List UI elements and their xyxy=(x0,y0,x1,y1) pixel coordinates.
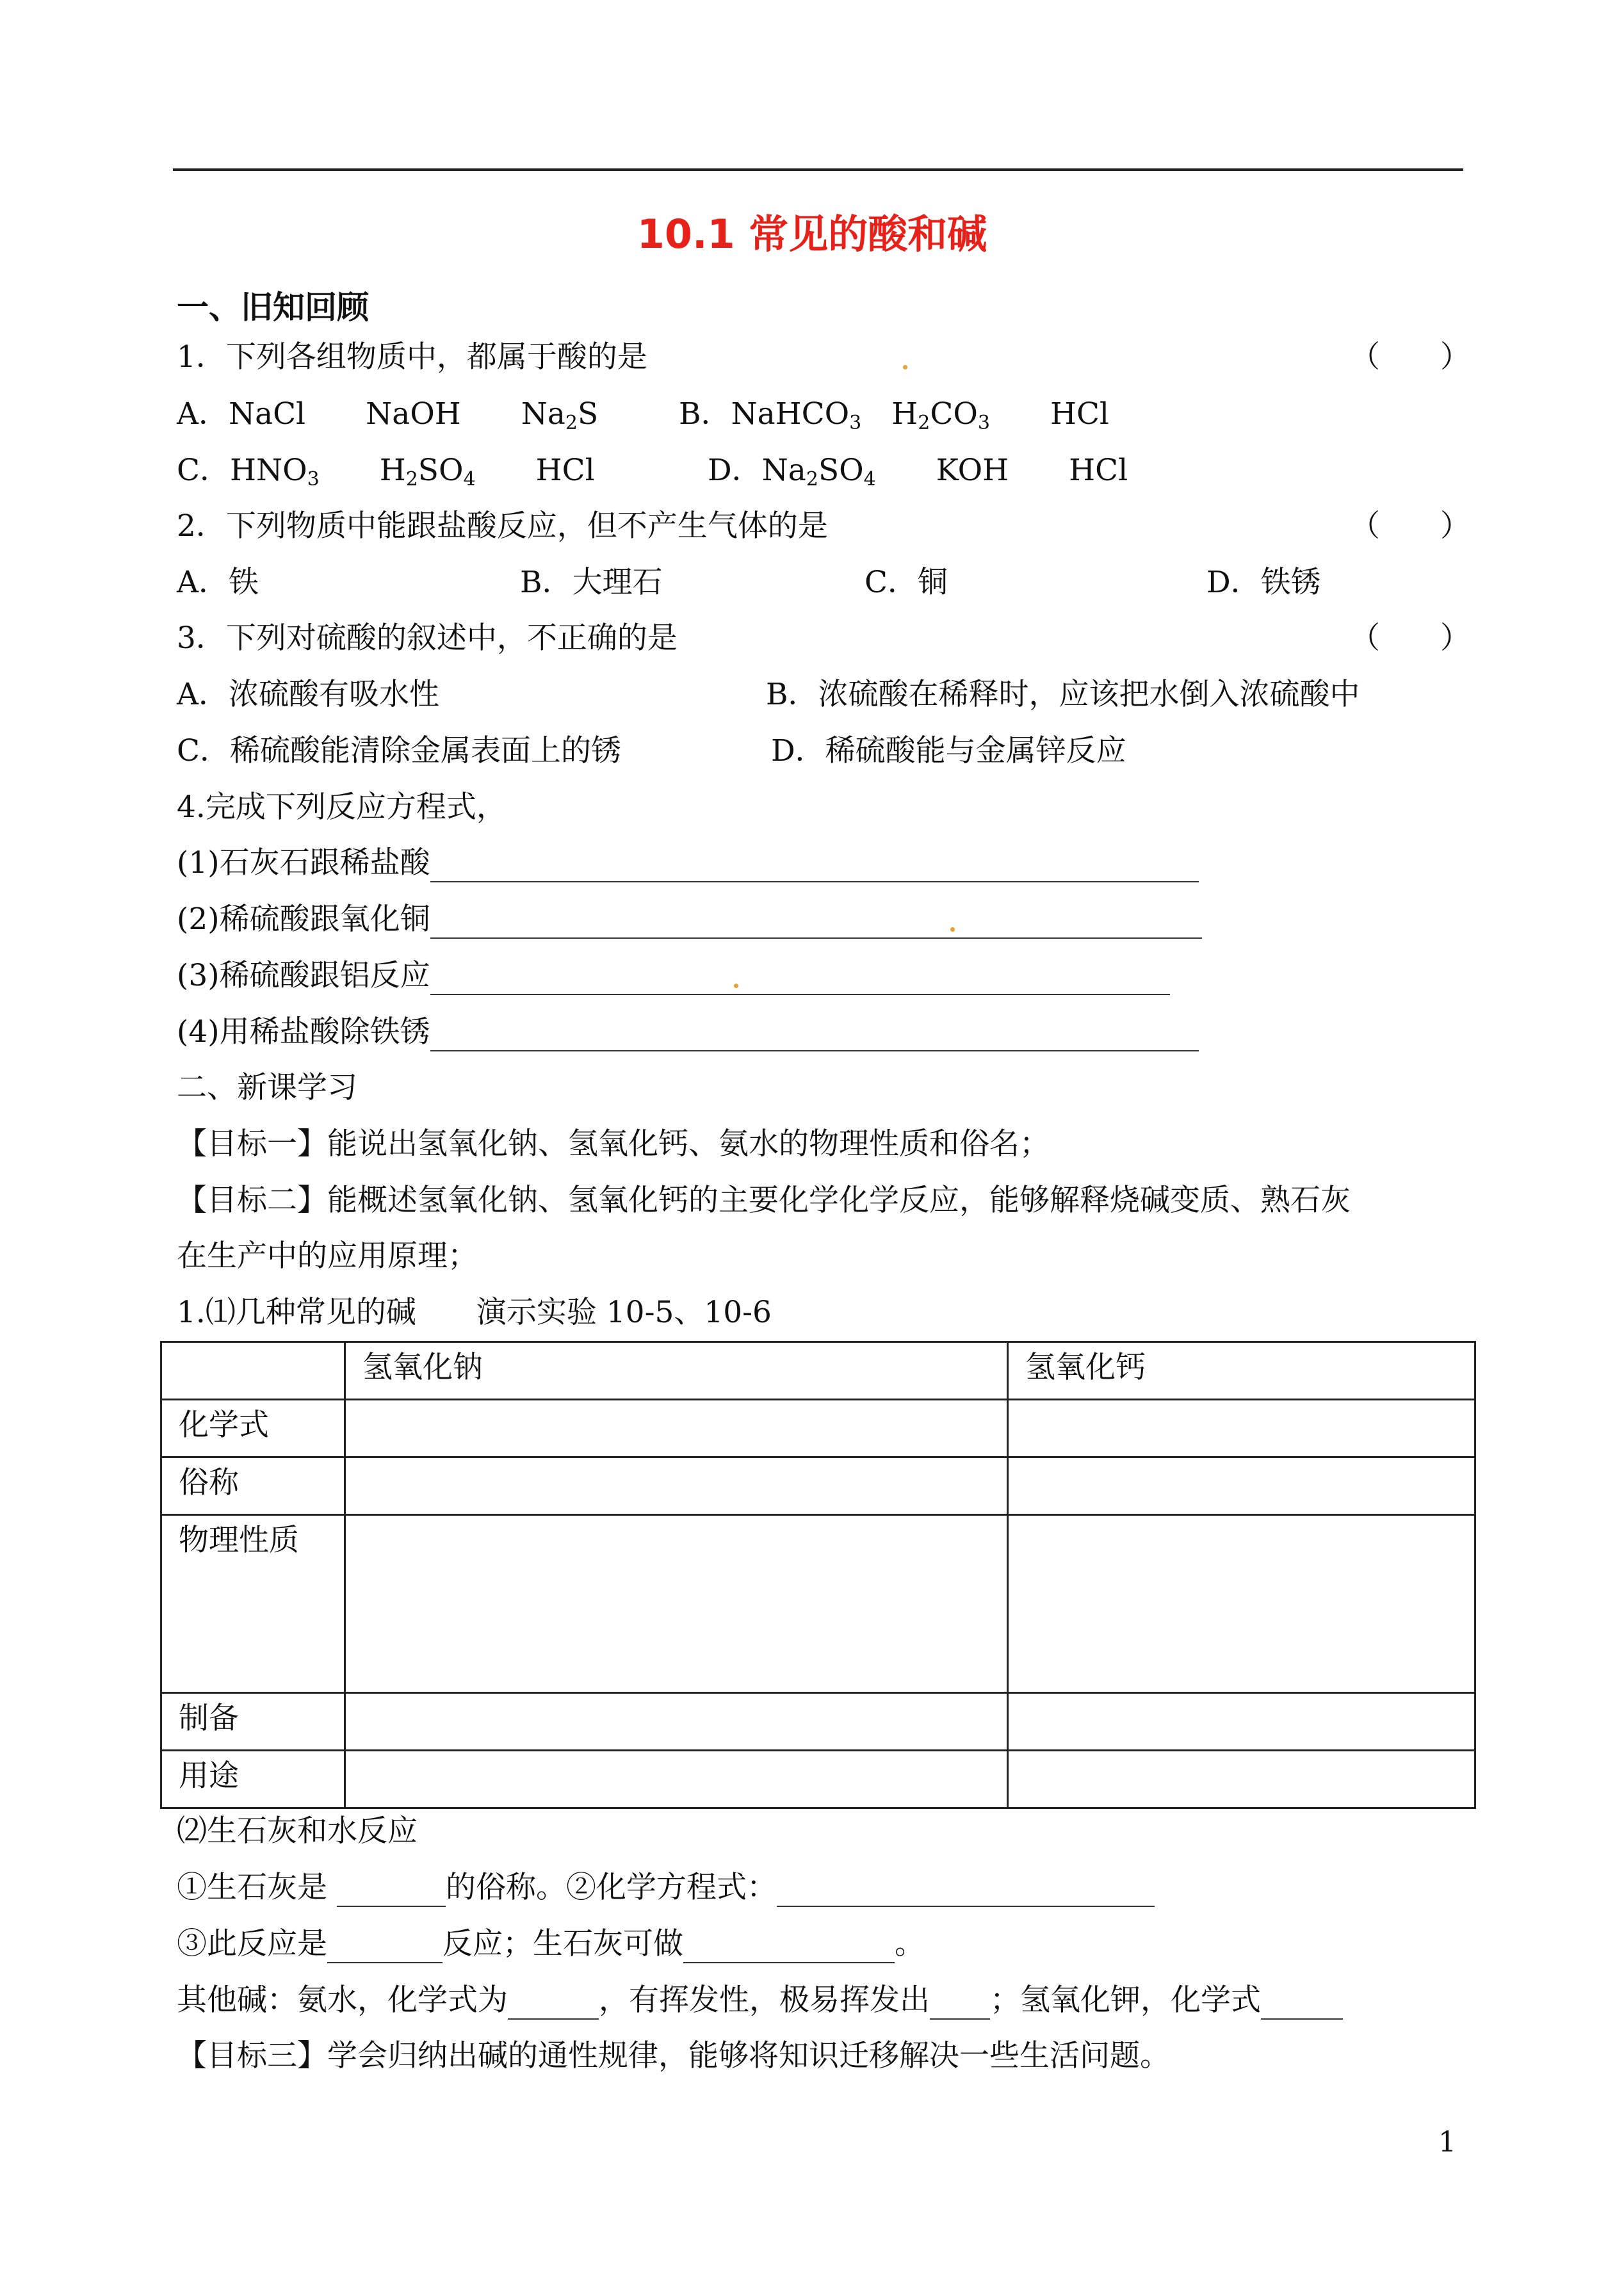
row-label: 化学式 xyxy=(161,1400,345,1457)
q1-answer-paren: （ ） xyxy=(1350,339,1470,375)
answer-blank[interactable] xyxy=(430,850,1199,882)
q2-option-c: C．铜 xyxy=(865,565,948,600)
q2-option-d: D．铁锈 xyxy=(1206,565,1321,600)
table-row xyxy=(161,1751,1475,1808)
part1-heading: 1.⑴几种常见的碱 演示实验 10-5、10-6 xyxy=(177,1295,772,1330)
marker-dot xyxy=(734,984,738,988)
q3-answer-paren: （ ） xyxy=(1350,620,1470,656)
q4-item-1: (1)石灰石跟稀盐酸 xyxy=(177,844,1199,882)
table-cell[interactable] xyxy=(345,1515,1008,1693)
answer-blank[interactable] xyxy=(430,963,1170,995)
q3-option-a: A．浓硫酸有吸水性 xyxy=(177,677,439,712)
q1-option-d: D．$Na_2SO_4$ KOH HCl xyxy=(708,453,1128,491)
goal-one: 【目标一】能说出氢氧化钠、氢氧化钙、氨水的物理性质和俗名； xyxy=(177,1126,1050,1162)
table-cell[interactable] xyxy=(1008,1457,1475,1515)
page-number: 1 xyxy=(1438,2126,1456,2159)
answer-blank[interactable] xyxy=(430,1019,1199,1051)
table-cell[interactable] xyxy=(1008,1515,1475,1693)
q1-stem: 1．下列各组物质中，都属于酸的是 xyxy=(177,339,647,375)
q1-option-b: B．NaHCO$_3$ $H_2CO_3$ HCl xyxy=(679,396,1109,434)
q4-item-3: (3)稀硫酸跟铝反应 xyxy=(177,957,1170,995)
q2-answer-paren: （ ） xyxy=(1350,508,1470,544)
table-row xyxy=(161,1400,1475,1457)
quicklime-line-2: ③此反应是 反应；生石灰可做 。 xyxy=(177,1925,925,1963)
answer-blank[interactable] xyxy=(337,1875,446,1907)
table-cell[interactable] xyxy=(1008,1693,1475,1751)
quicklime-line-1: ①生石灰是 的俗称。②化学方程式： xyxy=(177,1869,1155,1907)
answer-blank[interactable] xyxy=(430,907,1202,939)
table-row xyxy=(161,1693,1475,1751)
table-header-cell: 氢氧化钠 xyxy=(345,1342,1008,1400)
q2-option-a: A．铁 xyxy=(177,565,259,600)
page-title: 10.1 常见的酸和碱 xyxy=(637,211,987,257)
q1-option-a: A．NaCl NaOH $Na_2S$ xyxy=(177,396,599,434)
q2-option-b: B．大理石 xyxy=(520,565,663,600)
q4-item-2: (2)稀硫酸跟氧化铜 xyxy=(177,900,1202,939)
header-rule xyxy=(173,168,1463,171)
goal-two-line1: 【目标二】能概述氢氧化钠、氢氧化钙的主要化学化学反应，能够解释烧碱变质、熟石灰 xyxy=(177,1183,1351,1218)
answer-blank[interactable] xyxy=(508,1988,599,2020)
q4-item-4: (4)用稀盐酸除铁锈 xyxy=(177,1013,1199,1051)
table-cell[interactable] xyxy=(1008,1400,1475,1457)
q1-option-c: C．$HNO_3$ $H_2SO_4$ HCl xyxy=(177,453,595,491)
table-cell[interactable] xyxy=(345,1751,1008,1808)
table-cell[interactable] xyxy=(345,1400,1008,1457)
q3-stem: 3．下列对硫酸的叙述中，不正确的是 xyxy=(177,620,678,656)
bases-table xyxy=(160,1341,1476,1809)
q4-stem: 4.完成下列反应方程式， xyxy=(177,790,507,825)
row-label: 制备 xyxy=(161,1693,345,1751)
answer-blank[interactable] xyxy=(930,1988,990,2020)
table-row xyxy=(161,1457,1475,1515)
row-label: 用途 xyxy=(161,1751,345,1808)
q3-option-d: D．稀硫酸能与金属锌反应 xyxy=(771,733,1126,768)
answer-blank[interactable] xyxy=(683,1931,895,1963)
q3-option-c: C．稀硫酸能清除金属表面上的锈 xyxy=(177,733,621,768)
other-bases-line: 其他碱：氨水，化学式为 ，有挥发性，极易挥发出 ；氢氧化钾，化学式 xyxy=(177,1981,1343,2020)
table-header-cell: 氢氧化钙 xyxy=(1008,1342,1475,1400)
goal-three: 【目标三】学会归纳出碱的通性规律，能够将知识迁移解决一些生活问题。 xyxy=(177,2038,1170,2073)
section-new-lesson-heading: 二、新课学习 xyxy=(177,1070,357,1105)
answer-blank[interactable] xyxy=(777,1875,1155,1907)
goal-two-line2: 在生产中的应用原理； xyxy=(177,1238,478,1274)
q2-stem: 2．下列物质中能跟盐酸反应，但不产生气体的是 xyxy=(177,508,828,544)
marker-dot xyxy=(950,927,955,932)
table-row xyxy=(161,1515,1475,1693)
row-label: 物理性质 xyxy=(161,1515,345,1693)
answer-blank[interactable] xyxy=(1261,1988,1343,2020)
table-cell[interactable] xyxy=(345,1457,1008,1515)
table-header-cell xyxy=(161,1342,345,1400)
part2-heading: ⑵生石灰和水反应 xyxy=(177,1813,418,1849)
table-cell[interactable] xyxy=(1008,1751,1475,1808)
section-review-heading: 一、旧知回顾 xyxy=(177,289,369,326)
table-cell[interactable] xyxy=(345,1693,1008,1751)
row-label: 俗称 xyxy=(161,1457,345,1515)
answer-blank[interactable] xyxy=(327,1931,443,1963)
table-header-row xyxy=(161,1342,1475,1400)
q3-option-b: B．浓硫酸在稀释时，应该把水倒入浓硫酸中 xyxy=(766,677,1360,712)
marker-dot xyxy=(903,365,907,369)
